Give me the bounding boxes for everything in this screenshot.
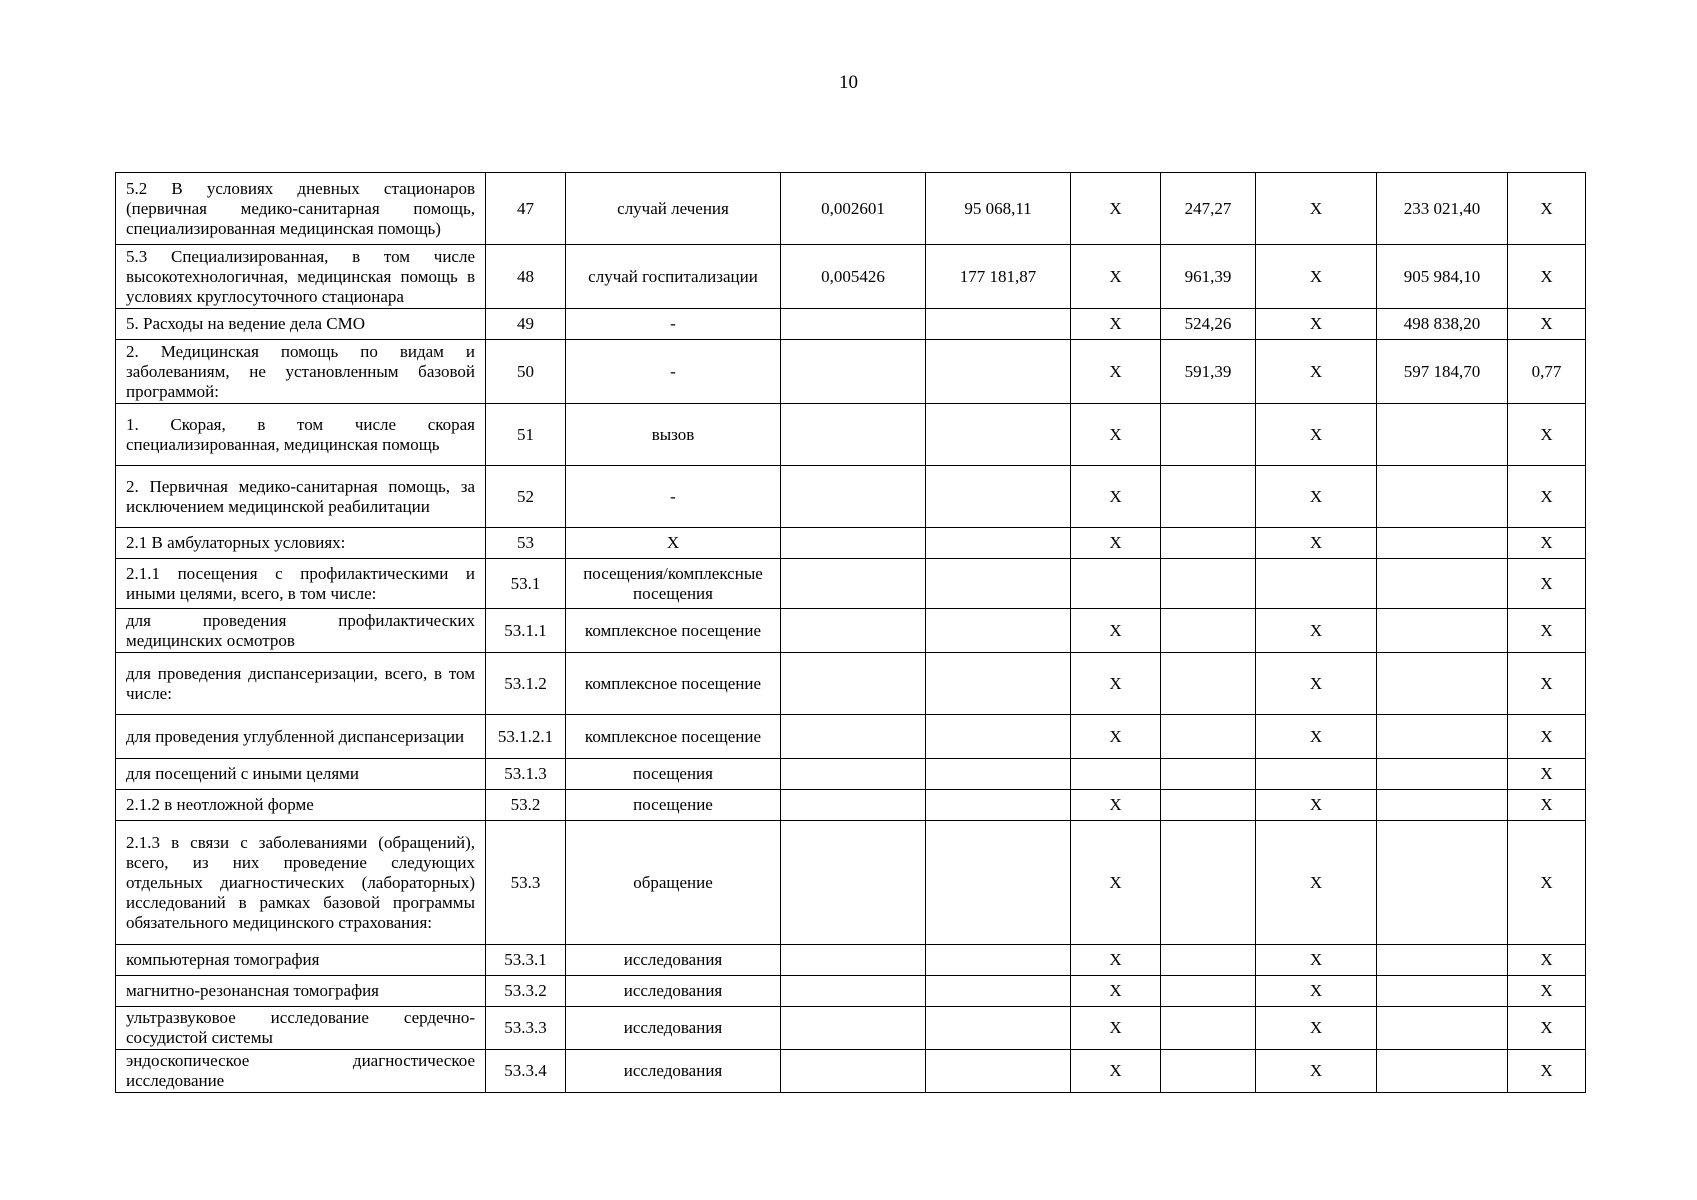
row-col10-cell: X: [1508, 715, 1586, 759]
row-line-cell: 53.3.3: [486, 1007, 566, 1050]
row-col6-cell: X: [1071, 821, 1161, 945]
row-name-cell: 5. Расходы на ведение дела СМО: [116, 309, 486, 340]
row-col10-cell: X: [1508, 466, 1586, 528]
row-col5-cell: [926, 404, 1071, 466]
row-col7-cell: [1161, 1007, 1256, 1050]
row-col9-cell: 905 984,10: [1377, 245, 1508, 309]
cost-table: [115, 172, 1586, 1093]
row-unit-cell: вызов: [566, 404, 781, 466]
row-col10-cell: X: [1508, 976, 1586, 1007]
row-unit-cell: -: [566, 466, 781, 528]
row-col10-cell: X: [1508, 309, 1586, 340]
row-col7-cell: 524,26: [1161, 309, 1256, 340]
row-col8-cell: X: [1256, 340, 1377, 404]
row-col8-cell: X: [1256, 404, 1377, 466]
row-col5-cell: [926, 715, 1071, 759]
row-col7-cell: [1161, 653, 1256, 715]
row-col8-cell: X: [1256, 976, 1377, 1007]
row-col6-cell: X: [1071, 945, 1161, 976]
row-line-cell: 53.1: [486, 559, 566, 609]
row-name-cell: для проведения диспансеризации, всего, в том числе:: [116, 653, 486, 715]
row-col8-cell: X: [1256, 1050, 1377, 1093]
row-name-cell: 5.2 В условиях дневных стационаров (первичная медико-санитарная помощь, специализированная медицинская помощь): [116, 173, 486, 245]
table-row: [116, 821, 1586, 945]
row-col5-cell: [926, 945, 1071, 976]
row-name-cell: эндоскопическое диагностическое исследование: [116, 1050, 486, 1093]
row-name-cell: 2. Первичная медико-санитарная помощь, за исключением медицинской реабилитации: [116, 466, 486, 528]
row-col4-cell: [781, 309, 926, 340]
row-col4-cell: [781, 404, 926, 466]
row-col9-cell: [1377, 759, 1508, 790]
row-line-cell: 51: [486, 404, 566, 466]
row-col5-cell: [926, 559, 1071, 609]
row-col10-cell: X: [1508, 404, 1586, 466]
row-col5-cell: [926, 466, 1071, 528]
row-col4-cell: [781, 976, 926, 1007]
row-line-cell: 53: [486, 528, 566, 559]
row-col8-cell: X: [1256, 466, 1377, 528]
row-col10-cell: X: [1508, 1007, 1586, 1050]
row-col9-cell: [1377, 715, 1508, 759]
row-line-cell: 49: [486, 309, 566, 340]
row-col9-cell: [1377, 404, 1508, 466]
row-col6-cell: X: [1071, 466, 1161, 528]
row-col7-cell: 247,27: [1161, 173, 1256, 245]
row-col4-cell: [781, 821, 926, 945]
row-name-cell: для посещений с иными целями: [116, 759, 486, 790]
table-row: [116, 1050, 1586, 1093]
row-unit-cell: исследования: [566, 976, 781, 1007]
row-col6-cell: X: [1071, 528, 1161, 559]
row-col4-cell: [781, 1007, 926, 1050]
row-col10-cell: X: [1508, 945, 1586, 976]
row-unit-cell: -: [566, 340, 781, 404]
row-col5-cell: [926, 309, 1071, 340]
row-col4-cell: [781, 559, 926, 609]
row-col9-cell: [1377, 945, 1508, 976]
table-row: [116, 245, 1586, 309]
row-name-cell: 2.1.3 в связи с заболеваниями (обращений), всего, из них проведение следующих отдельных диагностических (лабораторных) исследований в рамках базовой программы обязательного медицинского страхования:: [116, 821, 486, 945]
row-col5-cell: [926, 609, 1071, 653]
row-name-cell: 2.1.2 в неотложной форме: [116, 790, 486, 821]
row-name-cell: магнитно-резонансная томография: [116, 976, 486, 1007]
page-number: 10: [839, 72, 858, 93]
row-col8-cell: X: [1256, 528, 1377, 559]
row-col5-cell: [926, 976, 1071, 1007]
row-line-cell: 53.3.2: [486, 976, 566, 1007]
row-line-cell: 53.3: [486, 821, 566, 945]
row-col10-cell: X: [1508, 790, 1586, 821]
row-col5-cell: 95 068,11: [926, 173, 1071, 245]
table-row: [116, 609, 1586, 653]
row-unit-cell: комплексное посещение: [566, 715, 781, 759]
row-unit-cell: комплексное посещение: [566, 653, 781, 715]
row-col4-cell: [781, 715, 926, 759]
row-unit-cell: исследования: [566, 945, 781, 976]
row-col10-cell: X: [1508, 559, 1586, 609]
row-col5-cell: [926, 759, 1071, 790]
row-col10-cell: X: [1508, 653, 1586, 715]
row-name-cell: 1. Скорая, в том числе скорая специализированная, медицинская помощь: [116, 404, 486, 466]
row-col8-cell: X: [1256, 945, 1377, 976]
table-row: [116, 340, 1586, 404]
row-col7-cell: [1161, 790, 1256, 821]
table-row: [116, 715, 1586, 759]
row-col8-cell: X: [1256, 715, 1377, 759]
row-col6-cell: X: [1071, 309, 1161, 340]
row-col7-cell: [1161, 559, 1256, 609]
row-col4-cell: [781, 790, 926, 821]
row-unit-cell: комплексное посещение: [566, 609, 781, 653]
row-col4-cell: [781, 609, 926, 653]
row-col7-cell: [1161, 466, 1256, 528]
row-line-cell: 47: [486, 173, 566, 245]
row-col4-cell: [781, 466, 926, 528]
row-col9-cell: 498 838,20: [1377, 309, 1508, 340]
row-col6-cell: X: [1071, 245, 1161, 309]
row-col8-cell: X: [1256, 821, 1377, 945]
row-col10-cell: X: [1508, 1050, 1586, 1093]
row-col6-cell: X: [1071, 653, 1161, 715]
row-col6-cell: X: [1071, 404, 1161, 466]
row-col10-cell: X: [1508, 528, 1586, 559]
row-col9-cell: [1377, 609, 1508, 653]
row-col6-cell: X: [1071, 1007, 1161, 1050]
row-col8-cell: X: [1256, 653, 1377, 715]
row-unit-cell: посещения/комплексные посещения: [566, 559, 781, 609]
row-name-cell: 2. Медицинская помощь по видам и заболеваниям, не установленным базовой программой:: [116, 340, 486, 404]
row-col9-cell: [1377, 528, 1508, 559]
row-col6-cell: X: [1071, 715, 1161, 759]
row-col9-cell: [1377, 559, 1508, 609]
table-row: [116, 790, 1586, 821]
row-col9-cell: 233 021,40: [1377, 173, 1508, 245]
row-col10-cell: X: [1508, 821, 1586, 945]
table-row: [116, 466, 1586, 528]
row-line-cell: 53.3.1: [486, 945, 566, 976]
table-row: [116, 653, 1586, 715]
row-col6-cell: X: [1071, 1050, 1161, 1093]
row-col4-cell: [781, 528, 926, 559]
row-col9-cell: [1377, 1007, 1508, 1050]
row-unit-cell: случай госпитализации: [566, 245, 781, 309]
row-col5-cell: [926, 528, 1071, 559]
row-col7-cell: 961,39: [1161, 245, 1256, 309]
row-line-cell: 52: [486, 466, 566, 528]
row-col7-cell: [1161, 528, 1256, 559]
row-col9-cell: [1377, 653, 1508, 715]
row-col10-cell: X: [1508, 173, 1586, 245]
row-col5-cell: [926, 1007, 1071, 1050]
row-col7-cell: [1161, 945, 1256, 976]
row-name-cell: для проведения профилактических медицинских осмотров: [116, 609, 486, 653]
row-name-cell: 2.1 В амбулаторных условиях:: [116, 528, 486, 559]
table-row: [116, 945, 1586, 976]
row-name-cell: 5.3 Специализированная, в том числе высокотехнологичная, медицинская помощь в условиях круглосуточного стационара: [116, 245, 486, 309]
row-col7-cell: [1161, 976, 1256, 1007]
row-col4-cell: [781, 1050, 926, 1093]
row-col6-cell: [1071, 559, 1161, 609]
row-unit-cell: посещения: [566, 759, 781, 790]
row-col7-cell: [1161, 821, 1256, 945]
table-body: [116, 173, 1586, 1093]
table-row: [116, 309, 1586, 340]
row-col9-cell: [1377, 1050, 1508, 1093]
row-unit-cell: -: [566, 309, 781, 340]
row-col6-cell: X: [1071, 790, 1161, 821]
row-line-cell: 53.1.3: [486, 759, 566, 790]
table-row: [116, 1007, 1586, 1050]
row-name-cell: 2.1.1 посещения с профилактическими и иными целями, всего, в том числе:: [116, 559, 486, 609]
row-col8-cell: X: [1256, 609, 1377, 653]
row-unit-cell: посещение: [566, 790, 781, 821]
row-col8-cell: X: [1256, 790, 1377, 821]
row-col6-cell: X: [1071, 340, 1161, 404]
row-col10-cell: X: [1508, 609, 1586, 653]
row-col7-cell: [1161, 715, 1256, 759]
row-unit-cell: случай лечения: [566, 173, 781, 245]
row-col8-cell: X: [1256, 1007, 1377, 1050]
table-row: [116, 173, 1586, 245]
row-unit-cell: исследования: [566, 1050, 781, 1093]
row-col8-cell: X: [1256, 309, 1377, 340]
row-name-cell: для проведения углубленной диспансеризации: [116, 715, 486, 759]
row-line-cell: 53.1.2.1: [486, 715, 566, 759]
row-col5-cell: [926, 653, 1071, 715]
row-col5-cell: 177 181,87: [926, 245, 1071, 309]
table-row: [116, 404, 1586, 466]
table-row: [116, 759, 1586, 790]
row-line-cell: 53.1.1: [486, 609, 566, 653]
row-col6-cell: X: [1071, 609, 1161, 653]
row-col5-cell: [926, 1050, 1071, 1093]
table-row: [116, 976, 1586, 1007]
table-row: [116, 528, 1586, 559]
row-col10-cell: 0,77: [1508, 340, 1586, 404]
row-col9-cell: [1377, 790, 1508, 821]
row-line-cell: 53.1.2: [486, 653, 566, 715]
row-line-cell: 48: [486, 245, 566, 309]
row-col7-cell: 591,39: [1161, 340, 1256, 404]
row-col10-cell: X: [1508, 759, 1586, 790]
row-col4-cell: [781, 653, 926, 715]
row-col4-cell: [781, 945, 926, 976]
row-col7-cell: [1161, 404, 1256, 466]
row-col8-cell: X: [1256, 245, 1377, 309]
row-col6-cell: [1071, 759, 1161, 790]
row-col8-cell: X: [1256, 173, 1377, 245]
row-col4-cell: [781, 340, 926, 404]
row-col4-cell: [781, 759, 926, 790]
row-line-cell: 53.2: [486, 790, 566, 821]
row-col6-cell: X: [1071, 173, 1161, 245]
row-col7-cell: [1161, 759, 1256, 790]
table-row: [116, 559, 1586, 609]
row-col4-cell: 0,002601: [781, 173, 926, 245]
row-line-cell: 53.3.4: [486, 1050, 566, 1093]
row-col9-cell: [1377, 821, 1508, 945]
row-unit-cell: исследования: [566, 1007, 781, 1050]
row-col9-cell: [1377, 976, 1508, 1007]
row-col7-cell: [1161, 1050, 1256, 1093]
row-line-cell: 50: [486, 340, 566, 404]
row-col8-cell: [1256, 759, 1377, 790]
row-col4-cell: 0,005426: [781, 245, 926, 309]
row-col5-cell: [926, 340, 1071, 404]
row-col5-cell: [926, 790, 1071, 821]
row-col6-cell: X: [1071, 976, 1161, 1007]
row-unit-cell: обращение: [566, 821, 781, 945]
row-col9-cell: 597 184,70: [1377, 340, 1508, 404]
row-name-cell: компьютерная томография: [116, 945, 486, 976]
row-col7-cell: [1161, 609, 1256, 653]
row-name-cell: ультразвуковое исследование сердечно-сосудистой системы: [116, 1007, 486, 1050]
row-col8-cell: [1256, 559, 1377, 609]
row-unit-cell: X: [566, 528, 781, 559]
row-col5-cell: [926, 821, 1071, 945]
row-col9-cell: [1377, 466, 1508, 528]
row-col10-cell: X: [1508, 245, 1586, 309]
